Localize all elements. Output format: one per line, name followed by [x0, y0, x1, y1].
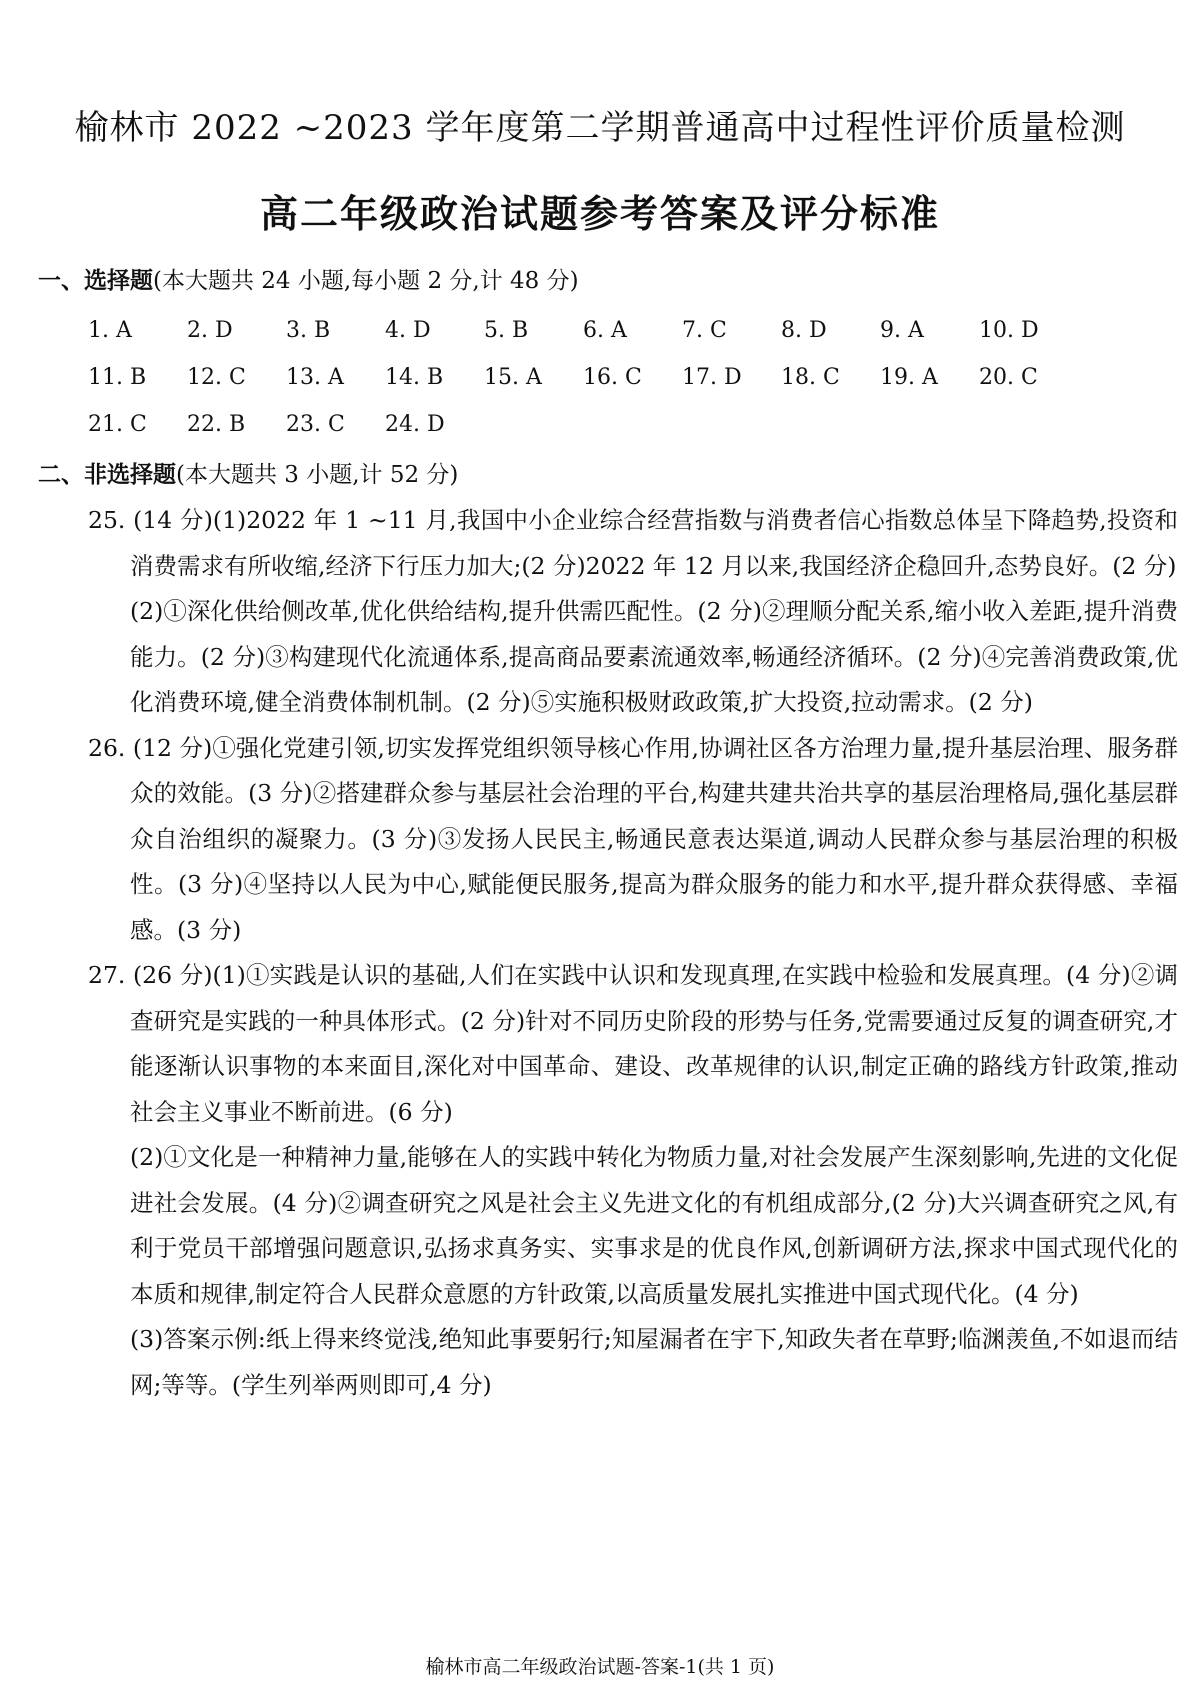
answer-item: 12. C: [187, 365, 246, 390]
answer-row: [88, 401, 1088, 448]
answer-item: 8. D: [781, 318, 827, 343]
answer-item: 22. B: [187, 412, 246, 437]
answer-item: 17. D: [682, 365, 742, 390]
document-subtitle: 高二年级政治试题参考答案及评分标准: [259, 192, 940, 236]
answer-row: [88, 307, 1088, 354]
answer-item: 5. B: [484, 318, 529, 343]
section-choice-note: (本大题共 24 小题,每小题 2 分,计 48 分): [153, 268, 579, 294]
answer-item: 15. A: [484, 365, 542, 390]
answer-item: 6. A: [583, 318, 627, 343]
answer-item: 23. C: [286, 412, 345, 437]
section-essay-note: (本大题共 3 小题,计 52 分): [176, 462, 459, 488]
section-choice-heading: [38, 262, 579, 295]
answer-item: 20. C: [979, 365, 1038, 390]
question-25: [88, 498, 1178, 726]
choice-answers: [88, 307, 1088, 448]
answer-item: 16. C: [583, 365, 642, 390]
answer-item: 24. D: [385, 412, 445, 437]
answer-item: 9. A: [880, 318, 924, 343]
section-choice-title: 一、选择题: [38, 268, 153, 294]
answer-item: 11. B: [88, 365, 147, 390]
answer-item: 14. B: [385, 365, 444, 390]
question-26: [88, 726, 1178, 954]
q27-part3: (3)答案示例:纸上得来终觉浅,绝知此事要躬行;知屋漏者在宇下,知政失者在草野;临渊羡鱼,不如退而结网;等等。(学生列举两则即可,4 分): [130, 1325, 1178, 1399]
q27-part1: 27. (26 分)(1)①实践是认识的基础,人们在实践中认识和发现真理,在实践中检验和发展真理。(4 分)②调查研究是实践的一种具体形式。(2 分)针对不同历史阶段的形势与任务,党需要通过反复的调查研究,才能逐渐认识事物的本来面目,深化对中国革命、建设、改革规律的认识,制定正确的路线方针政策,推动社会主义事业不断前进。(6 分): [88, 961, 1178, 1126]
essay-answers: [88, 498, 1178, 1408]
answer-item: 19. A: [880, 365, 938, 390]
answer-item: 18. C: [781, 365, 840, 390]
question-27: [88, 953, 1178, 1408]
answer-row: [88, 354, 1088, 401]
page-footer: 榆林市高二年级政治试题-答案-1(共 1 页): [425, 1656, 775, 1678]
answer-item: 1. A: [88, 318, 132, 343]
answer-item: 7. C: [682, 318, 727, 343]
answer-item: 10. D: [979, 318, 1039, 343]
answer-item: 13. A: [286, 365, 344, 390]
answer-item: 4. D: [385, 318, 431, 343]
answer-item: 3. B: [286, 318, 331, 343]
section-essay-heading: [38, 456, 458, 489]
q26-answer: 26. (12 分)①强化党建引领,切实发挥党组织领导核心作用,协调社区各方治理力量,提升基层治理、服务群众的效能。(3 分)②搭建群众参与基层社会治理的平台,构建共建共治共享的基层治理格局,强化基层群众自治组织的凝聚力。(3 分)③发扬人民民主,畅通民意表达渠道,调动人民群众参与基层治理的积极性。(3 分)④坚持以人民为中心,赋能便民服务,提高为群众服务的能力和水平,提升群众获得感、幸福感。(3 分): [88, 733, 1178, 944]
q25-part1: 25. (14 分)(1)2022 年 1 ~11 月,我国中小企业综合经营指数与消费者信心指数总体呈下降趋势,投资和消费需求有所收缩,经济下行压力加大;(2 分)2022 年 12 月以来,我国经济企稳回升,态势良好。(2 分): [88, 506, 1178, 580]
answer-item: 2. D: [187, 318, 233, 343]
q27-part2: (2)①文化是一种精神力量,能够在人的实践中转化为物质力量,对社会发展产生深刻影响,先进的文化促进社会发展。(4 分)②调查研究之风是社会主义先进文化的有机组成部分,(2 分)大兴调查研究之风,有利于党员干部增强问题意识,弘扬求真务实、实事求是的优良作风,创新调研方法,探求中国式现代化的本质和规律,制定符合人民群众意愿的方针政策,以高质量发展扎实推进中国式现代化。(4 分): [130, 1143, 1178, 1308]
answer-item: 21. C: [88, 412, 147, 437]
section-essay-title: 二、非选择题: [38, 462, 176, 488]
q25-part2: (2)①深化供给侧改革,优化供给结构,提升供需匹配性。(2 分)②理顺分配关系,缩小收入差距,提升消费能力。(2 分)③构建现代化流通体系,提高商品要素流通效率,畅通经济循环。(2 分)④完善消费政策,优化消费环境,健全消费体制机制。(2 分)⑤实施积极财政政策,扩大投资,拉动需求。(2 分): [130, 597, 1178, 716]
document-title: 榆林市 2022 ~2023 学年度第二学期普通高中过程性评价质量检测: [74, 108, 1126, 148]
